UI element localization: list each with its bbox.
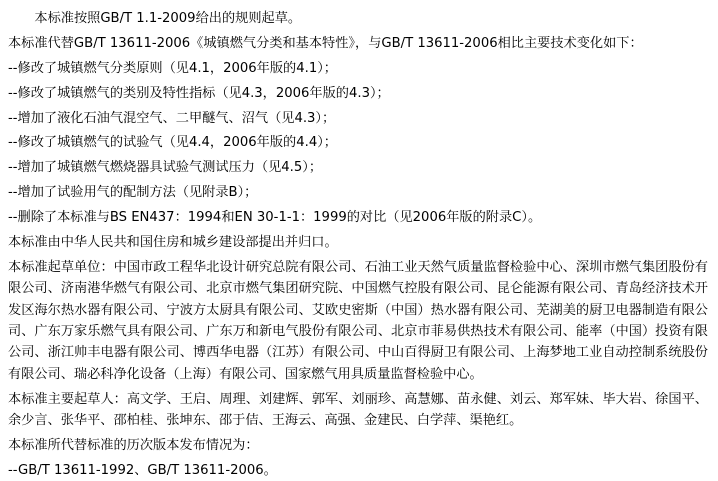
change-item-3: --增加了液化石油气混空气、二甲醚气、沼气（见4.3）； <box>8 110 336 126</box>
previous-versions-intro: 本标准所代替标准的历次版本发布情况为： <box>8 437 259 453</box>
previous-version-item: --GB/T 13611-1992、GB/T 13611-2006。 <box>8 462 277 478</box>
jurisdiction-statement: 本标准由中华人民共和国住房和城乡建设部提出并归口。 <box>8 234 338 250</box>
change-item-5: --增加了城镇燃气燃烧器具试验气测试压力（见4.5）； <box>8 160 323 176</box>
drafting-organizations: 本标准起草单位：中国市政工程华北设计研究总院有限公司、石油工业天然气质量监督检验中心、深圳市燃气集团股份有限公司、济南港华燃气有限公司、北京市燃气集团研究院、中国燃气控股有限公司、昆仑能源有限公司、青岛经济技术开发区海尔热水器有限公司、宁波方太厨具有限公司、艾欧史密斯（中国）热水器有限公司、芜湖美的厨卫电器制造有限公司、广东万家乐燃气具有限公司、广东万和新电气股份有限公司、北京市菲易供热技术有限公司、能率（中国）投资有限公司、浙江帅丰电器有限公司、博西华电器（江苏）有限公司、中山百得厨卫有限公司、上海梦地工业自动控制系统股份有限公司、瑞必科净化设备（上海）有限公司、国家燃气用具质量监督检验中心。 <box>8 259 708 382</box>
change-item-4: --修改了城镇燃气的试验气（见4.4，2006年版的4.4）； <box>8 135 337 151</box>
replacement-statement: 本标准代替GB/T 13611-2006《城镇燃气分类和基本特性》，与GB/T 13611-2006相比主要技术变化如下： <box>8 35 643 51</box>
foreword-standard-rule: 本标准按照GB/T 1.1-2009给出的规则起草。 <box>34 11 302 26</box>
change-item-7: --删除了本标准与BS EN437：1994和EN 30-1-1：1999的对比（见2006年版的附录C）。 <box>8 210 542 225</box>
change-item-6: --增加了试验用气的配制方法（见附录B）； <box>8 185 258 201</box>
main-drafters: 本标准主要起草人：高文学、王启、周理、刘建辉、郭军、刘丽珍、高慧娜、苗永健、刘云、郑军妹、毕大岩、徐国平、余少言、张华平、邵柏桂、张坤东、邵于佶、王海云、高强、金建民、白学萍、渠艳红。 <box>8 391 708 428</box>
change-item-1: --修改了城镇燃气分类原则（见4.1，2006年版的4.1）； <box>8 60 337 76</box>
change-item-2: --修改了城镇燃气的类别及特性指标（见4.3，2006年版的4.3）； <box>8 85 390 101</box>
